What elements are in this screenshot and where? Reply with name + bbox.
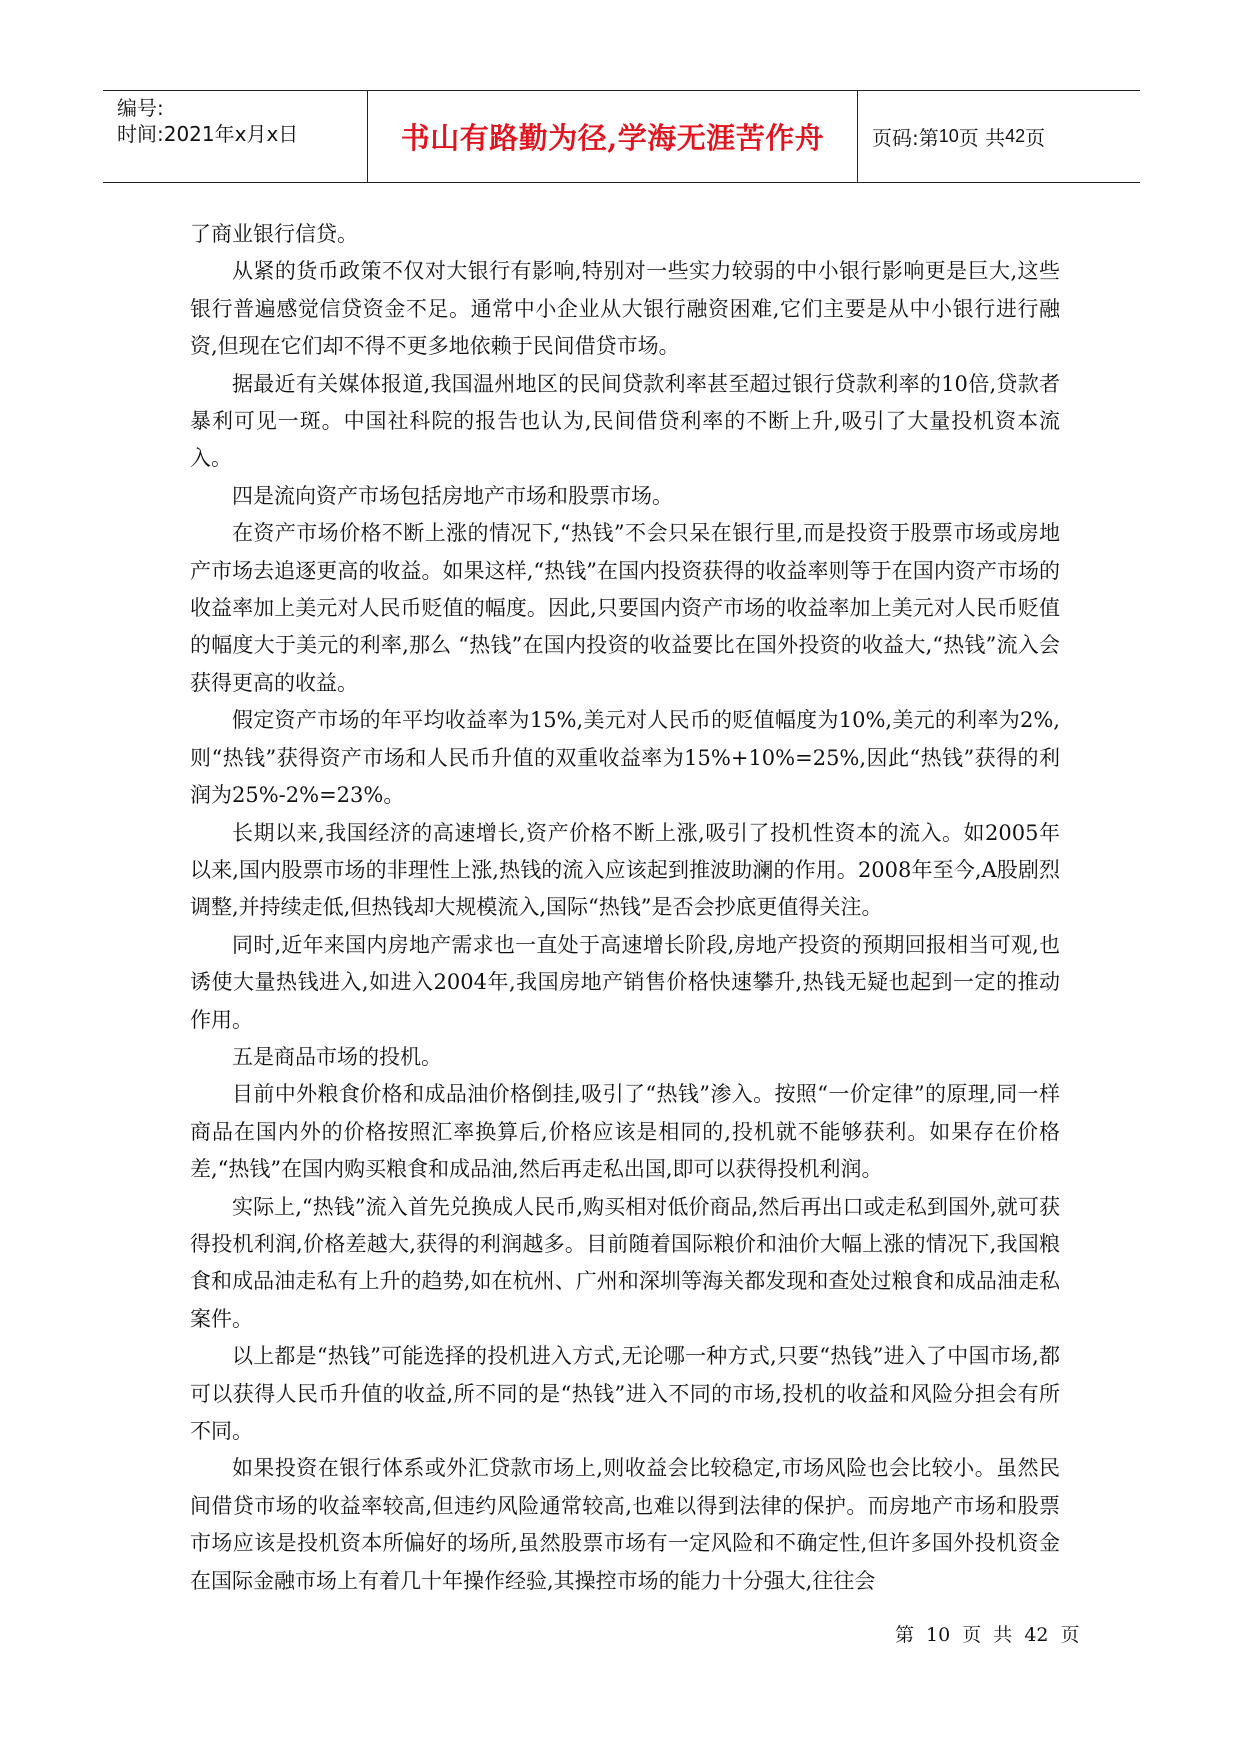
paragraph: 从紧的货币政策不仅对大银行有影响,特别对一些实力较弱的中小银行影响更是巨大,这些银行普遍感觉信贷资金不足。通常中小企业从大银行融资困难,它们主要是从中小银行进行融资,但现在它们却不得不更多地依赖于民间借贷市场。 — [190, 259, 1060, 359]
time-label: 时间:2021年x月x日 — [117, 122, 299, 146]
body-text — [190, 216, 1060, 1600]
paragraph: 在资产市场价格不断上涨的情况下,“热钱”不会只呆在银行里,而是投资于股票市场或房地产市场去追逐更高的收益。如果这样,“热钱”在国内投资获得的收益率则等于在国内资产市场的收益率加上美元对人民币贬值的幅度。因此,只要国内资产市场的收益率加上美元对人民币贬值的幅度大于美元的利率,那么 “热钱”在国内投资的收益要比在国外投资的收益大,“热钱”流入会获得更高的收益。 — [190, 521, 1060, 695]
paragraph: 目前中外粮食价格和成品油价格倒挂,吸引了“热钱”渗入。按照“一价定律”的原理,同一样商品在国内外的价格按照汇率换算后,价格应该是相同的,投机就不能够获利。如果存在价格差,“热钱”在国内购买粮食和成品油,然后再走私出国,即可以获得投机利润。 — [190, 1082, 1060, 1182]
header-page-cell — [858, 91, 1140, 182]
page-prefix: 页码:第 — [872, 126, 939, 150]
motto-text: 书山有路勤为径,学海无涯苦作舟 — [400, 121, 825, 155]
paragraph: 假定资产市场的年平均收益率为15%,美元对人民币的贬值幅度为10%,美元的利率为2%,则“热钱”获得资产市场和人民币升值的双重收益率为15%+10%=25%,因此“热钱”获得的利润为25%-2%=23%。 — [190, 708, 1060, 808]
paragraph: 同时,近年来国内房地产需求也一直处于高速增长阶段,房地产投资的预期回报相当可观,也诱使大量热钱进入,如进入2004年,我国房地产销售价格快速攀升,热钱无疑也起到一定的推动作用。 — [190, 932, 1060, 1032]
paragraph: 实际上,“热钱”流入首先兑换成人民币,购买相对低价商品,然后再出口或走私到国外,就可获得投机利润,价格差越大,获得的利润越多。目前随着国际粮价和油价大幅上涨的情况下,我国粮食和成品油走私有上升的趋势,如在杭州、广州和深圳等海关都发现和查处过粮食和成品油走私案件。 — [190, 1194, 1060, 1331]
page-total: 42 — [1005, 126, 1026, 146]
paragraph: 如果投资在银行体系或外汇贷款市场上,则收益会比较稳定,市场风险也会比较小。虽然民间借贷市场的收益率较高,但违约风险通常较高,也难以得到法律的保护。而房地产市场和股票市场应该是投机资本所偏好的场所,虽然股票市场有一定风险和不确定性,但许多国外投机资金在国际金融市场上有着几十年操作经验,其操控市场的能力十分强大,往往会 — [190, 1456, 1060, 1593]
paragraph: 据最近有关媒体报道,我国温州地区的民间贷款利率甚至超过银行贷款利率的10倍,贷款者暴利可见一斑。中国社科院的报告也认为,民间借贷利率的不断上升,吸引了大量投机资本流入。 — [190, 371, 1060, 471]
paragraph: 长期以来,我国经济的高速增长,资产价格不断上涨,吸引了投机性资本的流入。如2005年以来,国内股票市场的非理性上涨,热钱的流入应该起到推波助澜的作用。2008年至今,A股剧烈调整,并持续走低,但热钱却大规模流入,国际“热钱”是否会抄底更值得关注。 — [190, 820, 1060, 920]
footer-page-number: 第 10 页 共 42 页 — [895, 1624, 1080, 1646]
header-meta-cell — [103, 91, 368, 182]
page-mid: 页 共 — [958, 126, 1006, 150]
paragraph: 了商业银行信贷。 — [190, 222, 358, 246]
page-current: 10 — [938, 126, 959, 146]
header-table — [103, 90, 1140, 183]
paragraph: 四是流向资产市场包括房地产市场和股票市场。 — [232, 483, 673, 508]
paragraph: 以上都是“热钱”可能选择的投机进入方式,无论哪一种方式,只要“热钱”进入了中国市场,都可以获得人民币升值的收益,所不同的是“热钱”进入不同的市场,投机的收益和风险分担会有所不同。 — [190, 1344, 1060, 1443]
page-suffix: 页 — [1025, 126, 1046, 150]
serial-label: 编号: — [117, 96, 164, 120]
paragraph: 五是商品市场的投机。 — [232, 1044, 442, 1069]
header-motto-cell — [368, 91, 858, 182]
